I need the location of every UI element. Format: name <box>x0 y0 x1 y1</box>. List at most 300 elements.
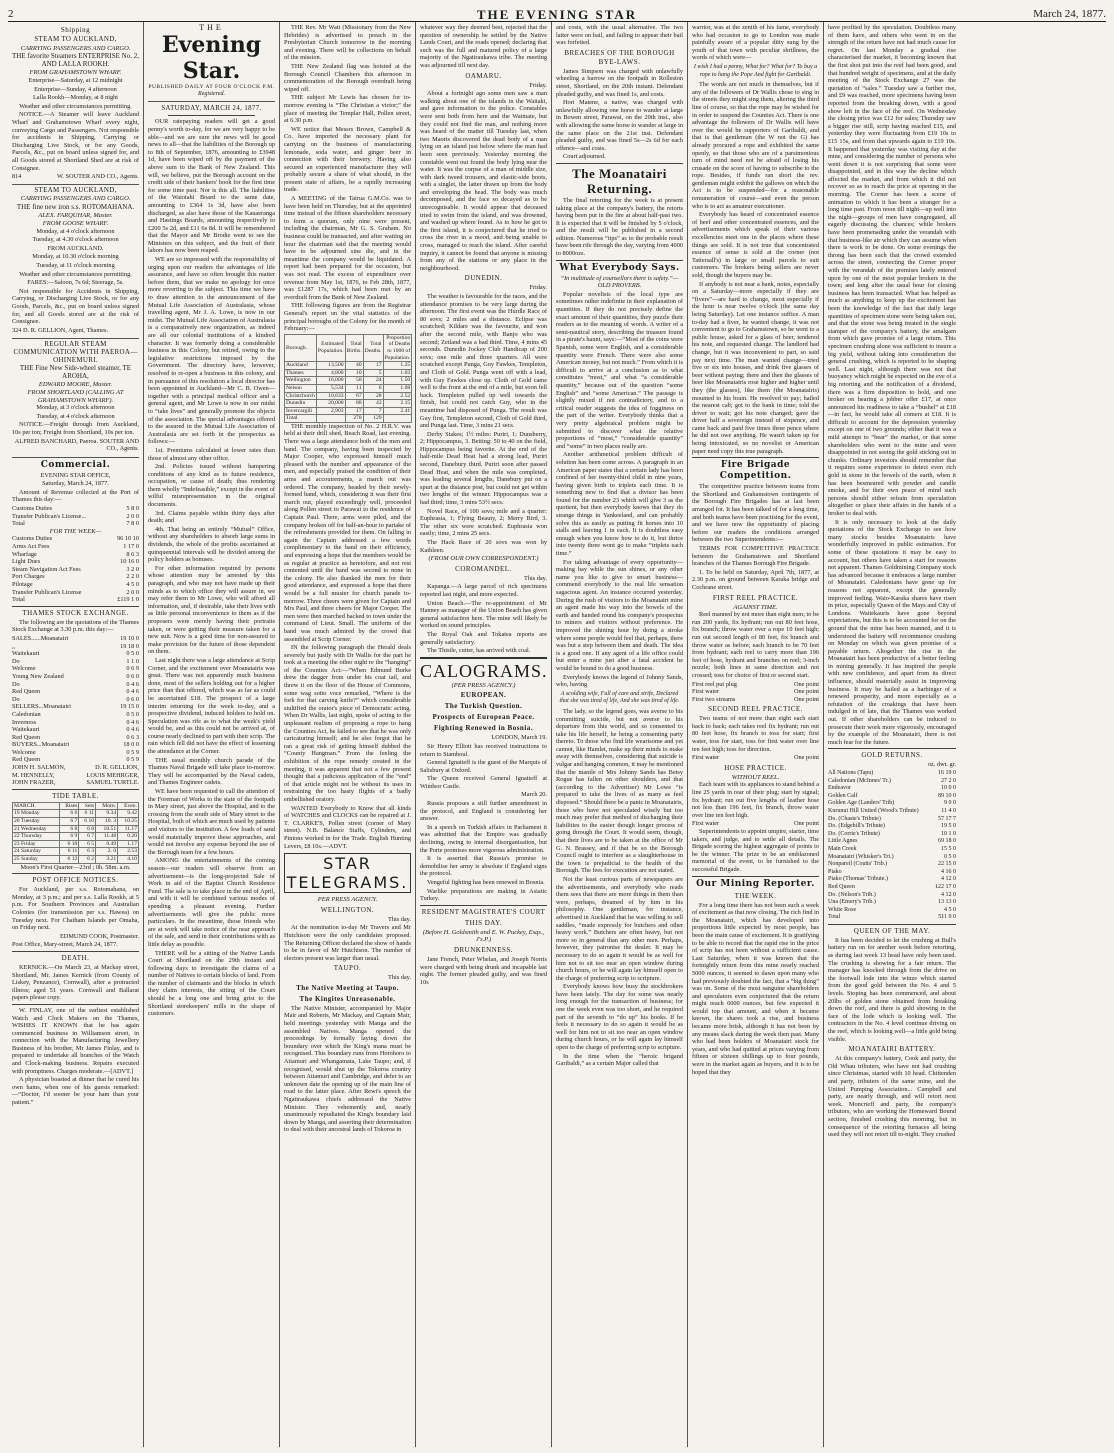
dateline-place: DUNEDIN. <box>464 274 503 283</box>
gold-returns-list <box>828 770 956 922</box>
everybody-says-heading: What Everybody Says. <box>559 262 680 273</box>
gold-row-label: Do. (Nelson's Trib.) <box>828 891 876 898</box>
article-paragraph: AMONG the entertainments of the coming season—our readers will observe from an advertisement—is the long-projected Sale of Work in aid of the Baptist Church Residence Fund. The sale is to take place in the end of April, and with it will be combined various modes of spending a pleasant evening. Further advertisements will give the public more particulars. In the meantime, those friends who are at work will take notice of the near approach of the sale, and send in their contributions with as little delay as possible. <box>148 857 275 948</box>
dateline-day: This day. <box>387 974 411 982</box>
stock-row-label: Welcome <box>12 665 36 673</box>
points-row-value: One point <box>793 695 819 703</box>
ad-title: STEAM TO AUCKLAND, <box>34 35 117 43</box>
stock-row <box>12 756 139 764</box>
stats-column-header: Estimated Population. <box>316 334 345 361</box>
table-cell: 6 5 <box>79 840 96 848</box>
stock-row-label: BUYERS...Moanatairi <box>12 741 70 749</box>
stock-row <box>12 734 139 742</box>
table-cell: Total <box>285 415 317 423</box>
article-paragraph: For other information required by persons whose attention may be arrested by this paragraph, and who may not have made up their minds as to which office they will assure in, we may refer them to Mr Lowe, who will afford all information, and, if desirable, take their lives with as little personal inconvenience to them as if the proposers were merely having their portraits taken, or were getting their measure taken for a new suit. Now is a good time for non-assured to make provision for the future of those dependent on them. <box>148 564 275 656</box>
gold-row-label: Una (Emery's Trib.) <box>828 899 876 906</box>
table-cell: Dunedin <box>285 400 317 408</box>
court-body: James Simpson was charged with unlawfully wheeling a barrow on the footpath in Rolleston street, Shortland, on the 20th instant. Defendant pleaded guilty, and was fined 1s, and costs. <box>556 67 683 98</box>
gold-row-label: Red Queen <box>828 883 855 890</box>
death-heading: DEATH. <box>61 953 90 962</box>
broker: JOHN FRAZER, <box>12 779 56 787</box>
table-cell: 129 <box>363 415 383 423</box>
ad-from: FROM SHORTLAND (CALLING AT GRAHAMSTOWN WHARF). <box>27 388 124 404</box>
stock-row-label: Red Queen <box>12 688 41 696</box>
article-paragraph: Everybody knows how busy the stockbrokers have been lately. The day for some was nearly long enough for the transaction of business; for one the week even was too short, and he required part of the seventh to “do up” his books. If he feels it necessary to do so again it would be as well for him not to sit too near an open window during church hours, or he will again lay himself open to the charge of preferring scrip to scripture. <box>556 983 683 1052</box>
stock-row-label: Welcome <box>12 748 36 756</box>
table-cell: 10. 3 <box>96 818 118 826</box>
ad-schedule-line: Monday, at 3 o'clock afternoon <box>36 404 115 412</box>
court-subheading: DRUNKENNESS. <box>453 945 514 954</box>
table-cell: 1.25 <box>383 362 412 370</box>
points-list <box>692 754 819 762</box>
table-cell: 11.48 <box>96 833 118 841</box>
commercial-office: EVENING STAR OFFICE, <box>40 471 111 479</box>
ad-te-aroha <box>12 341 139 457</box>
stock-row-value: 18 0 0 <box>123 741 139 749</box>
article-paragraph: Each team with its appliances to stand behind a line 25 yards in rear of their plug; start by signal; fix hydrant; run out five lengths of leather hose not less than 196 feet, fix branch, throw water over line ten feet high. <box>692 781 819 819</box>
points-row-label: First reel put plug <box>692 680 737 688</box>
stats-column-header: Proportion of Deaths to 1000 of Population. <box>384 334 411 361</box>
running-masthead: THE EVENING STAR <box>476 7 638 23</box>
article-paragraph: For taking advantage of every opportunity—making hay while the sun shines, or any other name you like to give to smart business—commend everybody to the real life sensation sagacious agent. An instance occurred yesterday. During the rush of visitors to the Moanatairi mine an agent made his way into the bowels of the earth and handed round his company's prospectus to miners and visitors without preference. He improved the shining hour by doing a stroke where some people would feel that, perhaps, there was but a step between them and death. The idea is a good one. If any agent of a life office could but enter a mine just after a fatal accident he would be bound to do a good business. <box>556 558 683 672</box>
stock-row-label: Caledonian <box>12 710 41 718</box>
table-cell <box>316 415 345 423</box>
week-revenue-row-value: 10 16 0 <box>120 558 139 566</box>
ad-ship-names: THE fine new iron s.s. ROTOMAHANA. <box>16 202 135 211</box>
gold-row-value: 13 13 0 <box>938 899 956 906</box>
points-row-value: One point <box>793 820 819 828</box>
gold-row-label: Golden Age (Landers' Trib) <box>828 800 895 807</box>
week-revenue-list <box>12 535 139 603</box>
gold-row <box>828 838 956 846</box>
page-number: 2 <box>8 8 14 21</box>
gold-row <box>828 907 956 915</box>
tide-table <box>12 802 139 864</box>
points-row-value: One point <box>793 680 819 688</box>
ad-schedule-line: Tuesday, at 4 o'clock afternoon <box>36 412 115 420</box>
stock-row <box>12 749 139 757</box>
table-cell: 6 9 <box>59 833 79 841</box>
stock-exchange-heading: THAMES STOCK EXCHANGE. <box>22 608 129 617</box>
stock-row-value: 19 10 0 <box>120 634 139 642</box>
stock-row-label: ,, <box>12 642 16 650</box>
gold-row-value: 57 17 7 <box>938 815 956 822</box>
gold-row-value: 89 10 0 <box>938 792 956 799</box>
page-header <box>8 4 1106 22</box>
gold-row-value: 4 12 0 <box>941 876 956 883</box>
revenue-row <box>12 520 139 528</box>
stock-row-label: SELLERS...Moanatairi <box>12 703 71 711</box>
table-cell: 6 10 <box>59 840 79 848</box>
telegram-body: Kapanga.—A large parcel of rich specimens reported last night, and more expected. <box>420 583 547 598</box>
article-paragraph: The words are not much in themselves, but if any of the followers of Dr Wallis chose to sing in the streets they might sing them, altering the third line of course, so that the rope may be wished for in order to suspend the Counties Act. There is one advantage the followers of Dr Wallis will have over the would be supporters of Garibaldi, and that is that gentleman (the W not the G) has already procured a rope and exhibited the same openly, so that those who are of a parsimonious turn of mind need not be afraid of losing his crusade on the score of having to subscribe to the rope. Besides, if funds ran short the rev. gentleman might exhibit the gallows on which the Act is to be suspended—for a reasonable remuneration of course—and even the person who is to act as amateur executioner. <box>692 81 819 210</box>
gold-row-value: 11 4 0 <box>941 807 956 814</box>
masthead-title: Evening Star. <box>161 31 262 84</box>
verse: I wish I had a penny, What for? What for? To buy a rope to hang the Pope And fight for Garibaldi. <box>693 63 818 78</box>
article-paragraph: have profited by the speculation. Doubtless many of them have, and others who went in on the strength of the return have not had much cause for regret. On last Monday a gradual rise characterised the market, it becoming known that the first shot put into the reef had been good, and that hundred weight of specimens, and at the daily meeting of the Stock Exchange 27 was the quotation of “sales.” Tuesday saw a further rise, and £9 was reached, more specimens having been reported from the breaking down, with a good show left in the face of the reef. On Wednesday the closing price was £12 for sales; Thursday saw a bigger rise still, scrip having reached £15, and yesterday they were fluctuating from £19 10s to £15 15s, and from that upwards again to £19 10s. It happened that yesterday was visiting day at the mine, and considering the number of persons who went down it is not surprising that some were disappointed, and in this way the decline which affected the market, and from which it did not recover so as to reach the price at opening in the morning. The Corner has been a scene of animation to which it has been a stranger for a long time past. From noon till night—up well into the night—groups of men have congregated, all eagerly discussing the chances; while brokers have been promenading under the verandah with that business-like air which they can assume when there is work to be done. On some evenings the throng has been such that the crowd extended across the street, connecting the Corner proper with the verandah of the premises lately entered upon by one of the most popular brokers in the town; and long after the usual hour for closing business has been transacted. What has helped as much as anything to keep up the excitement has been the knowledge of the fact that daily large quantities of specimen stone were being taken out, and that the stone was being treated in the single stamper of the company's battery, the amalgam from which gave promise of a large return. This specimen crushing alone was sufficient to insure a big yield, without taking into consideration the general crushing, which is reported to be shaping well. Last night, although there was not that buoyancy which might be expected on the eve of a big retorting and the notification of a dividend, there was a firm disposition to hold, and one broker on hearing a jobber offer £17, at once announced his readiness to take a “bushel” at £18—in fact, he would take all comers at £18. It is difficult to account for the depression yesterday except on one of two grounds; either that it was a mild attempt to “bear” the market, or that some shareholders who went to the mine and were disappointed in not seeing the gold sticking out in chunks. Ordinary investors should remember that it requires some experience to detect even rich gold in stone in the bowels of the earth, when it has been besmeared with powder and candle smoke, and for their own peace of mind such persons should either refrain from speculation altogether or place their affairs in the hands of a broker to deal with. <box>828 24 956 517</box>
article-paragraph: THE Rev. Mr Watt (Missionary from the New Hebrides) is advertised to preach in the Presbyterian Church tomorrow in the morning and evening. There will be collections on behalf of the mission. <box>284 24 411 62</box>
week-revenue-row-label: Arms Act Fees <box>12 543 50 551</box>
gold-row-value: 4 16 0 <box>941 868 956 875</box>
week-revenue-row-value: 8 6 3 <box>126 550 139 558</box>
dateline-place: OAMARU. <box>465 71 502 80</box>
table-cell: 2,903 <box>316 407 345 415</box>
epigraph: “In multitude of counsellors there is safety.”—OLD PROVERB. <box>560 274 679 290</box>
stock-row <box>12 658 139 666</box>
week-revenue-row <box>12 543 139 551</box>
issue-dateline: SATURDAY, MARCH 24, 1877. <box>161 104 262 112</box>
gold-row-label: Total <box>828 914 841 921</box>
stock-intro: The following are the quotations of the Thames Stock Exchange at 3.30 p.m. this day:— <box>12 618 139 634</box>
stock-row <box>12 719 139 727</box>
gold-row-label: All Nations (Tapu) <box>828 770 874 776</box>
star-telegrams-heading: STAR TELEGRAMS. <box>284 853 411 893</box>
court-body: and costs, with the usual alternative. The two latter were on bail, and failing to appear their bail was forfeited. <box>556 24 683 47</box>
telegram-body: Derby Stakes; 1½ miles: Puriri, 1; Dunsberry, 2; Hippocampus, 3. Betting: 50 to 40 on the field, Hippocampus being favorite. At the end of the half-mile Dead Heat had a strong lead, Puriri second, Danebury third. Puriri soon after passed Dead Heat, and when the mile was completed, was leading several lengths, Danebury put on a spurt at the distance post, but could not get within two lengths of the winner. Hippocampus was a bad third; time, 3 mins 53½ secs. <box>420 430 547 507</box>
brokers-row <box>12 779 139 787</box>
table-cell: 25 Sunday <box>13 856 60 864</box>
article-paragraph: WE are so impressed with the responsibility of urging upon our readers the advantages of life assurance, and have so often brought this matter before them, that we make no apology for once more reverting to the subject. This time we have to draw attention to the announcement of the Mutual Life Association of Australasia, whose travelling agent, Mr J. A. Lowe, is now in our midst. The Mutual Life Association of Australasia is a comparatively new organization, as indeed are all our colonial institutions of a kindred character. It was formerly doing a considerable business in this Colony, but retired, owing to the legislative restrictions imposed by the Government. The directory have, however, resolved to re-open a business in this colony, and in pursuance of this resolution a local director has been appointed in Auckland—Mr C. B. Owen—together with a principal medical officer and a general agent, and Mr Lowe is now in our midst to “take lives” and generally promote the objects of the association. The special advantages offered to the assured in the Mutual Life Association of Australasia are set forth in the prospectus as follows:— <box>148 256 275 446</box>
table-cell: 4.10 <box>118 856 139 864</box>
table-cell: 5,534 <box>316 384 345 392</box>
dateline-place: WELLINGTON. <box>320 905 375 914</box>
stock-row-value: 0 5 0 <box>126 710 139 718</box>
column-1 <box>8 22 144 1447</box>
stock-row-value: 0 4 6 <box>126 726 139 734</box>
table-row <box>285 369 412 377</box>
table-cell: 0.20 <box>118 833 139 841</box>
stock-row-label: Red Queen <box>12 733 41 741</box>
court-body: Hori Matene, a native, was charged with unlawfully allowing one horse to wander at large in Bowen street, Parawai, on the 20th inst., also with allowing the same horse to wander at large in the same place on the 21st inst. Defendant pleaded guilty, and was fined 5s—2s 6d for each offence—and costs. <box>556 99 684 152</box>
telegram-headline: Prospects of European Peace. <box>432 713 535 722</box>
table-cell: 28 <box>363 392 383 400</box>
stock-row-value: 0 6 3 <box>126 733 139 741</box>
post-office-body: For Auckland, per s.s. Rotomahana, on Monday, at 3 p.m.; and per s.s. Lalla Rookh, at 5 p.m. For Southern Provinces and Australian Colonies (for transmission per s.s. Hawea) on Tuesday next. For Chatham Islands per Omaha, on Friday next. <box>12 886 139 932</box>
gold-row-label: Moanatairi (Whisker's Tri.) <box>828 853 894 860</box>
gold-row <box>828 770 956 778</box>
gold-row-value: 511 9 0 <box>938 914 956 921</box>
table-cell: 11 <box>345 384 363 392</box>
table-cell: Nelson <box>285 384 317 392</box>
stock-row <box>12 696 139 704</box>
tide-column-header: Even. <box>118 802 139 810</box>
masthead-published: PUBLISHED DAILY AT FOUR O'CLOCK P.M. <box>148 83 275 90</box>
gold-row-value: 4 12 0 <box>941 891 956 898</box>
subheading: SECOND REEL PRACTICE. <box>708 705 803 714</box>
ad-notice: NOTICE.—A Steamer will leave Auckland Wharf and Grahamstown Wharf every night, conveying Cargo and Passengers. Not responsible for accidents in Shipping, Carrying or Discharging Live Stock, or for any Goods, Parcels, &c., put on board unless signed for, and all Goods stored at Shortland Shed are at risk of Consignee. <box>12 111 139 172</box>
brokers-row <box>12 772 139 780</box>
column-6 <box>688 22 824 1447</box>
revenue-row-label: Customs Duties <box>12 505 53 513</box>
week-revenue-row-label: Total <box>12 596 25 604</box>
table-row <box>285 415 412 423</box>
column-2 <box>144 22 280 1447</box>
telegram-body: Warlike preparations are making in Asiatic Turkey. <box>420 887 547 903</box>
revenue-row-value: 5 8 0 <box>126 505 139 513</box>
revenue-list <box>12 505 139 528</box>
table-cell: 6 11 <box>79 810 96 818</box>
ad-agent: W. SOUTER AND CO., Agents. <box>57 173 139 181</box>
table-cell: 6 10 <box>79 818 96 826</box>
gold-row-label: Main Creek <box>828 845 857 852</box>
gold-row <box>828 823 956 831</box>
stock-row-value: 0 5 0 <box>126 650 139 658</box>
ad-ship-names: THE favorite Steamers ENTERPRISE No. 2, AND LALLA ROOKH. <box>12 52 139 68</box>
telegram-body: The Queen received General Ignatieff at Windsor Castle. <box>420 775 547 790</box>
tide-table-heading: TIDE TABLE. <box>52 791 99 800</box>
stock-row <box>12 650 139 658</box>
gold-row-label: Do. (Corrie's Tribute) <box>828 830 880 837</box>
gold-row <box>828 914 956 922</box>
article-paragraph: Everybody has heard of concentrated essence of beef and other concentrated essences, and the advertisements which speak of their various excellencies meet one in the places where these things are sold. It is not true that concentrated essence of sense is sold at the corner (not Tattersall's) in large or small parcels to suit customers. The brokers being sellers are never sold, though the buyers may be. <box>692 211 819 279</box>
ad-agent: 324 D. R. GELLION, Agent, Thames. <box>12 326 109 334</box>
ad-rotomahana <box>12 187 139 340</box>
ad-from: FROM GRAHAMSTOWN WHARF. <box>29 69 122 77</box>
table-cell: 13,500 <box>316 362 345 370</box>
points-row-label: First water <box>692 820 720 828</box>
table-row <box>285 392 412 400</box>
gold-row <box>828 785 956 793</box>
table-cell: 24 Saturday <box>13 848 60 856</box>
table-cell: 6 7 <box>79 833 96 841</box>
telegram-body: At the nomination to-day Mr Travers and Mr Hutchison were the only candidates proposed. The Returning Officer declared the show of hands to be in favor of Mr Hutchison. The number of electors present was larger than usual. <box>284 924 411 962</box>
telegram-body: The Native Minister, accompanied by Major Mair and Roberts, Mr Mackay, and Captain Mair, held meetings yesterday with Manga and the assembled Natives. Manga opened the proceedings by formally laying down the boundary over which the King's mana must be recognised. This boundary runs from Horohoro to Atiamuri and Whangamata, Lake Taupo; and, if recognised, would shut up the Tokoroa country between Atiamuri and Cambridge, and defer to an unknown date the opening up of the main line of road to the latter place. After Rewi's speech the Ngatiraukawa chiefs addressed the Native Minister. They vehemently and, nearly unanimously repudiated the King's boundary laid down by Manga, and asserting their determination to deal with their ancestral lands of Tokoroa in <box>284 1004 411 1134</box>
article-paragraph: It is only necessary to look at the daily quotations of the Stock Exchange to see how many stocks besides Moanatairis have wonderfully improved in public estimation. For some of these quotations it may be easy to account, but others have taken a start for reasons not apparent. Thames Goldmining Company stock has advanced because it embraces a large number of Moanatairi. Caledonians have gone up for reasons not apparent, except the generally improved feeling. Waio-Karaka shares have risen in price, especially Queen of the Mays and City of Londons. Waitekauris have gone beyond expectations, but this is to be accounted for on the ground that the mine has been manned, and it is understood the battery will recommence crushing on Monday on which was given promise of a payable return. Altogether the rise in the Moanatairi has been productive of a better feeling in mining generally. It has inspired the people with new confidence, and apart from its direct influence, should materially assist in improving business. It may be hailed as a harbinger of a renewed prosperity, and more especially as a refutation of the croakings that have been indulged in of late, that the Thames was worked out. If other shareholders can be induced to prosecute their work more vigorously, encouraged by the example of the Moanatairi, there is not much fear for the future. <box>828 518 956 746</box>
mining-reporter-heading: Our Mining Reporter. <box>696 878 815 889</box>
ad-schedule-line: Enterprise—Sunday, 4 afternoon <box>34 85 117 93</box>
moanatairi-heading: The Moanatairi Returning. <box>572 165 667 196</box>
telegram-body: The weather is favourable for the races, and the attendance promises to be very large during the afternoon. The first event was the Hurdle Race of 80 sovs; 2 miles and a distance. Eclipse was scratched; Kildare was the favourite, and won after the second mile, with Banjo who was second; Zetland was a bad third. Time, 4 mins 45 seconds. Dunedin Jockey Club Handicap of 200 sovs; one mile and three quarters. All were scratched except Punga, Guy Fawkes, Templeton, and Cloth of Gold. Punga went off with a lead, with Guy Fawkes close up. Cloth of Gold came well to the front at the end of a mile, but soon fell back. Templeton pulled up well towards the finish, but could not catch Guy, who in the meantime had disposed of Punga. The result was Guy first, Templeton second, Cloth of Gold third, and Punga last. Time, 3 mins 21 secs. <box>420 293 547 430</box>
dateline-place: COROMANDEL. <box>455 564 512 573</box>
stock-row-value: 1 1 0 <box>126 657 139 665</box>
article-paragraph: The competitive practice between teams from the Shortland and Grahamstown contingents of the Borough Fire Brigades has at last been arranged for. It has been talked of for a long time, and both teams have been practising for the event, and we have now the opportunity of placing before our readers the conditions arranged between the two Superintendents:— <box>692 483 819 544</box>
points-row-value: One point <box>793 688 819 696</box>
points-row-label: First two streams <box>692 695 736 703</box>
gold-row <box>828 861 956 869</box>
ad-title: STEAM TO AUCKLAND, <box>34 185 117 194</box>
divider <box>420 905 547 906</box>
article-paragraph: Last night there was a large attendance at Scrip Corner, and the excitement over Moanatairis was great. There was not apparently much business done, most of the sellers holding out for a higher price than that offered, which was as far as could be ascertained £18. The prospect of a large interim returning for the week to-day, and a prospective dividend, induced holders to hold on. Speculation was rife as to what the week's yield would be, and as this could not be arrived at, of course nearly declined to part with their scrip. The rain which fell did not have the effect of lessening the attendance at the Corner. <box>148 656 276 756</box>
table-cell: 3.21 <box>96 856 118 864</box>
gold-row-value: 19 5 0 <box>941 823 956 830</box>
article-paragraph: Another arithmetical problem difficult of solution has been come across. A paragraph in an American paper states that a certain lady has been confined of her twenty-third child in nine years, having given birth to triplets each time. It is something new to find that a divisor has been found for the number 23 which will give 3 as the quotient, but then everybody knows that they do strange things in Yankeeland, and can probably solve this as easily as putting fit horses into 10 stalls and leaving 1 in each. It is doubtless easy enough when you know how to do it, but thrice into twenty three wont go to make “triplets each time.” <box>556 451 683 558</box>
gold-row-value: 10 1 0 <box>941 830 956 837</box>
gold-row <box>828 884 956 892</box>
divider <box>12 606 139 607</box>
postmaster-sign: EDMUND COOK, Postmaster. <box>59 932 139 940</box>
article-paragraph: Superintendents to appoint umpire, starter, time takers, and judge, and to settle all details. The Brigade scoring the highest aggregate of points to be the winner. The prize to be an emblazoned memorial of the event, to be furnished to the successful Brigade. <box>692 828 819 873</box>
article-paragraph: IN the following paragraph the Herald deals severely but justly with Dr Wallis for the part he took at a meeting the other night re the “hanging” of the Counties Act:—“When Edmund Burke drew the dagger from under his coat tail, and threw it on the floor of the House of Commons, some wag sotto voce remarked, “Where is the fork for that carving knife?” which considerable stultified the orator's piece of Democratic acting. When Dr Wallis, last night, spoke of acting to the unpleasant realism of proposing a rope to hang the Counties Act, he failed to see that he was only caricaturing himself; and he also forgot that he ran a great risk of getting himself dubbed the “County Hangman.” From the feeling the exhibition of the rope remedy created in the meeting, it was apparent that not a few present thought that a judicious application of the “end” of that article might not be without its uses in restraining the too hasty flights of a badly embellished oratory. <box>284 644 411 803</box>
article-paragraph: THERE will be a sitting of the Native Lands Court at Shortland on the 29th instant and following days to investigate the claims of a number of Natives to certain blocks of land. From the number of claimants and the blocks in which they claim interests, the sitting of the Court should be a long one and bring grist to the Shortland storekeepers' mills in the shape of customers. <box>148 949 275 1018</box>
tide-table-header <box>13 802 139 810</box>
ad-schedule-line: Lalla Rookh—Monday, at 8 night <box>32 94 119 102</box>
stock-row <box>12 726 139 734</box>
article-paragraph: THE monthly inspection of No. 2 H.R.V. was held at their drill shed, Beach Road, last evening. There was a large attendance both of the men and band. The company, having been inspected by Major Cooper, who expressed himself much pleased with the number and appearance of the men, and especially praised the condition of their arms and accoutrements, a march out was ordered. The company, headed by their newly-formed band, which, considering it was their first march out, played exceedingly well, proceeded along Pollen street to Parawai to the residence of Captain Paul. There, arms were piled, and the company broken off for half-an-hour to partake of the refreshments provided for them. On falling in again the Captain addressed a few words complimentary to the band on their efficiency, and expressing a hope that the members would be as regular at practice as heretofore, and not rest contented until the band was second to none in the colony. He also thanked the men for their good attendance, and expressed a hope that there would be a full muster for church parade to-morrow. Three cheers were given for Captain and Mrs Paul, and three cheers for Major Cooper. The men were then marched backed to town under the command of Lieut. Small. The uniform of the band was much admired by the crowd that assembled at Scrip Corner. <box>284 422 411 643</box>
revenue-row-label: Total <box>12 520 25 528</box>
table-cell: 20,000 <box>316 400 345 408</box>
finlay-ad: W. FINLAY, one of the earliest established Watch and Clock Makers on the Thames, WISHES IT KNOWN that he has again commenced business in Williamson street, in connection with the Manufacturing Jewellery Business of his brother, Mr James Finlay, and is prepared to undertake all branches of the Watch and Clock-making business. Repairs executed with promptness. Charges moderate.—[ADVT.] <box>12 1006 139 1075</box>
table-cell: 278 <box>345 415 363 423</box>
telegram-body: whatever way they deemed best, rejected that the question of ownership be settled by the Native Lands Court, and the roads opened; declaring that such was the full and matured policy of a large majority of the Ngatiraukawa tribe. The meeting was adjourned till next day. <box>420 24 547 69</box>
article-paragraph: THE subject Mr Lewis has chosen for to-morrow evening is “The Christian a victor;” the place of meeting the Templar Hall, Pollen street, at 6.30 p.m. <box>284 94 411 125</box>
divider <box>12 873 139 874</box>
article-paragraph: WE have been requested to call the attention of the Foreman of Works to the state of the footpath in Mary street, just above the Hospital, and to the crossing from the south side of Mary street to the Hospital, both of which are much used by patients and visitors to the institution. A few loads of sand would materially improve these approaches, and would not involve any expense beyond the use of the Borough team for a few hours. <box>148 788 275 856</box>
masthead-registered: Registered. <box>198 91 225 98</box>
divider <box>12 789 139 790</box>
revenue-row <box>12 505 139 513</box>
telegram-body: Sir Henry Elliott has received instructions to return to Stamboul. <box>420 742 547 758</box>
ad-agent: ALFRED BANCHARD, Paeroa. SOUTER AND CO., Agents. <box>14 437 139 453</box>
section-heading: EUROPEAN. <box>460 691 507 700</box>
ad-subtitle: CARRYING PASSENGERS AND CARGO. <box>20 195 131 203</box>
commercial-date: Saturday, March 24, 1877. <box>42 480 109 488</box>
table-row <box>13 856 139 864</box>
post-office-address: Post Office, Mary-street, March 24, 1877. <box>12 941 118 949</box>
table-row <box>13 848 139 856</box>
stock-row <box>12 643 139 651</box>
verse: A scolding wife, Full of care and strife, Declared that she was tired of life, And she was tired of life. <box>559 690 680 705</box>
divider <box>556 260 683 261</box>
article-paragraph: Not the least curious parts of newspapers are the advertisements, and everybody who reads them sees that there are more things in them than were, perhaps, dreamed of by him in his philosophy. One gentleman, for instance, advertised in Auckland that he was willing to sell saddles, “made expressly for butchers and other heavy work.” Butchers are often heavy, but not more so in general than any other men. Perhaps, however, they patronise the dealer. It may be necessary to do so again it would be as well for him not to sit too near an open window during church hours, or he will again lay himself open to the charge of preferring scrip to scripture. <box>556 875 683 982</box>
stock-row-value: 19 15 0 <box>120 703 139 711</box>
week-revenue-row <box>12 581 139 589</box>
tide-column-header: Morn. <box>96 802 118 810</box>
commercial-heading: Commercial. <box>40 459 111 470</box>
ad-schedule-line: Enterprise—Saturday, at 12 midnight <box>28 76 123 84</box>
gold-row-value: 27 2 0 <box>941 777 956 784</box>
stock-row <box>12 673 139 681</box>
table-cell <box>383 415 412 423</box>
vital-statistics-table <box>284 334 412 423</box>
calograms-heading: CALOGRAMS. <box>420 660 548 681</box>
week-revenue-row-label: Pilotage <box>12 581 33 588</box>
gold-row <box>828 778 956 786</box>
stock-row-label: Red Queen <box>12 756 41 764</box>
divider <box>12 951 139 952</box>
telegram-body: Russia proposes a still further amendment in the protocol, and England is considering her answer. <box>420 800 547 823</box>
week-revenue-row <box>12 596 139 604</box>
table-cell: 7 <box>363 407 383 415</box>
list-item: 3rd. Claims payable within thirty days after death; and <box>148 509 275 525</box>
gold-row <box>828 808 956 816</box>
list-item: 1st. Premiums calculated at lower rates than those of almost any other office. <box>148 446 275 462</box>
column-4 <box>416 22 552 1447</box>
ad-master: EDWARD MOORE, Master. <box>38 381 113 389</box>
table-cell: Christchurch <box>286 392 315 399</box>
dateline-day: This day. <box>523 574 547 582</box>
column-7 <box>824 22 960 1447</box>
ad-number: 814 <box>12 173 22 181</box>
death-notice: KERNICK.—On March 23, at Mackay street, Shortland, Mr. James Kernick (from County of Liskey, Penzance), Cornwall), after a protracted illness; aged 51 years. Cornwall and Ballarat papers please copy. <box>12 963 139 1002</box>
telegram-body: Vengeful fighting has been renewed in Bosnia. <box>427 879 545 886</box>
subheading: FIRST REEL PRACTICE. <box>712 593 799 602</box>
table-cell: 6 6 <box>59 810 79 818</box>
stock-row-label: Do <box>12 680 20 688</box>
gold-row-value: 122 17 0 <box>935 883 956 890</box>
points-row <box>692 754 819 762</box>
stock-row-label: Waitekauri <box>12 650 40 658</box>
table-cell: 58 <box>345 377 363 385</box>
gold-row-value: 15 5 0 <box>941 845 956 852</box>
points-row-label: First water <box>692 688 720 696</box>
gold-row <box>828 800 956 808</box>
gold-row-label: Caledonian (McInnes' Tr.) <box>828 777 891 784</box>
gold-row-label: Endeavor <box>828 785 851 792</box>
gold-row <box>828 831 956 839</box>
tide-column-header: Sets <box>79 802 96 810</box>
article-paragraph: In the time when the “heroic brigand Garibaldi,” as a certain Major called that <box>556 1052 683 1068</box>
week-revenue-row-value: 2 2 0 <box>126 573 139 581</box>
stock-row <box>12 635 139 643</box>
ad-title: REGULAR STEAM COMMUNICATION WITH PAEROA—OHINEMURI. <box>13 340 138 364</box>
table-cell: 1.03 <box>383 369 412 377</box>
ad-schedule-line: Tuesday, at 11 o'clock morning <box>36 262 115 270</box>
ad-from: FROM GOOSE WHARF. <box>42 220 109 228</box>
week-revenue-row <box>12 535 139 543</box>
stock-row-value: 0 6 0 <box>126 695 139 703</box>
table-cell: 9.34 <box>96 810 118 818</box>
table-cell: 6 11 <box>59 848 79 856</box>
table-row <box>13 810 139 818</box>
divider <box>828 748 956 749</box>
article-paragraph: THE usual monthly church parade of the Thames Naval Brigade will take place to-morrow. They will be accompanied by the Naval cadets, and Thames Engineer cadets. <box>148 756 275 787</box>
stats-column-header: Borough. <box>285 334 317 361</box>
dateline-place: TAUPO. <box>333 964 362 973</box>
stock-row-label: Do <box>12 657 20 665</box>
stock-row-label: Young New Zealand <box>12 672 64 680</box>
article-paragraph: TERMS FOR COMPETITIVE PRACTICE between the Grahamstown and Shortland branches of the Thames Borough Fire Brigade. <box>692 545 819 568</box>
dateline-day: March 20. <box>521 791 547 799</box>
article-paragraph: At this company's battery, Cook and party, the Old Whau tributers, who have not had crushing since Christmas, started with 10 head. Chittenden and party, tributers of the same mine, and the United Pumping Association... Campbell and party, are nearly through, and will retort next week. Moncrieff and party, the company's tributors, who are working the Homeward Bound section, finished crushing this morning, but in consequence of the retorting furnaces all being used they will not retort till to-night. They crushed <box>828 1055 956 1139</box>
week-revenue-row-value: 3 2 0 <box>126 565 139 573</box>
telegram-body: About a fortnight ago some men saw a man walking about one of the islands in the Waitaki, and gave information to the police. Constables were sent both from here and the Waimate, but they could not find the man, and nothing more was heard of the matter till Tuesday last, when two Maoris discovered the dead body of a man lying on an island just below where the man had been seen previously. Yesterday morning the constable went out found the body lying near the water. It was the corpse of a man of middle size, with dark tweed trousers, and elastic-side boots, with a singlet, the latter drawn up from the body and enveloping the head. The body was much decomposed, and the face so decayed as to be unrecognisable. It would appear that deceased tried to swim from the island, and was drowned, and washed up where found. As to how he got to the first island, it is conjectured that he tried to cross the river in a mood, and being unable to cross, managed to reach the island. After careful inquiry, it cannot be found that anyone is missing from any of the stations or any place in the neighbourhood. <box>420 90 547 272</box>
divider <box>12 1004 139 1005</box>
table-cell: 5 <box>363 369 383 377</box>
stock-row-label: Do <box>12 695 20 703</box>
divider <box>168 115 255 116</box>
article-paragraph: WE notice that Messrs Brown, Campbell & Co. have imported the necessary plant for carrying on the business of manufacturing lemonade, soda water, and ginger beer in connection with their brewery. Having also secured an experienced manufacturer they will probably secure a share of what should, in the present state of affairs, be a rapidly increasing trade. <box>284 125 411 194</box>
ad-schedule-line: FROM AUCKLAND. <box>47 244 104 252</box>
table-cell: 0.49 <box>96 840 118 848</box>
week-revenue-row <box>12 566 139 574</box>
ad-enterprise <box>12 36 139 185</box>
ad-schedule-line: Monday, at 10.30 o'clock morning <box>32 253 119 261</box>
revenue-row <box>12 513 139 521</box>
points-row <box>692 681 819 689</box>
points-list <box>692 820 819 828</box>
stock-row-value: 0 4 6 <box>126 688 139 696</box>
gold-row-label: Do. (Edgehill's Tribute) <box>828 823 885 830</box>
clarke-ad: WANTED Everybody to Know that all kinds of WATCHES and CLOCKS can be repaired at J. T. CLARKE'S, Pollen street (corner of Mary street). N.B. Balance Staffs, Cylinders, and Pinions worked in for the Trade. English Hunting Levers, £8 10s.—ADVT. <box>284 804 411 850</box>
gold-row-label: Golden Calf <box>828 792 858 799</box>
telegram-body: In a speech on Turkish affairs in Parliament it was admitted that the Empire was gradually declining, owing to internal disorganisation, but the Porte promises more vigorous administration. <box>420 823 547 854</box>
telegram-body: The Royal Oak and Tokatea reports are generally satisfactory. <box>420 630 547 646</box>
court-subheading: BREACHES OF THE BOROUGH BYE-LAWS. <box>564 48 675 66</box>
table-cell: 17 <box>363 362 383 370</box>
week-revenue-row-label: Port Charges <box>12 573 45 581</box>
ad-footer <box>12 173 139 181</box>
list-item: 2nd. Policies issued without hampering conditions of any kind as to future residence, occupation, or cause of death; thus rendering them wholly “Indefeasible,” except in the event of wilful misrepresentation in the original documents. <box>148 463 275 509</box>
telegram-headline: Fighting Renewed in Bosnia. <box>433 724 534 733</box>
table-cell: 23 Friday <box>13 840 60 848</box>
ad-fares: FARES:—Saloon, 7s 6d; Steerage, 5s. <box>27 279 124 287</box>
table-cell: 24 <box>363 377 383 385</box>
divider <box>692 457 819 458</box>
dateline-day: This day. <box>387 915 411 923</box>
week-revenue-row <box>12 589 139 597</box>
table-cell: 67 <box>345 392 363 400</box>
points-row-label: First water <box>692 754 720 762</box>
